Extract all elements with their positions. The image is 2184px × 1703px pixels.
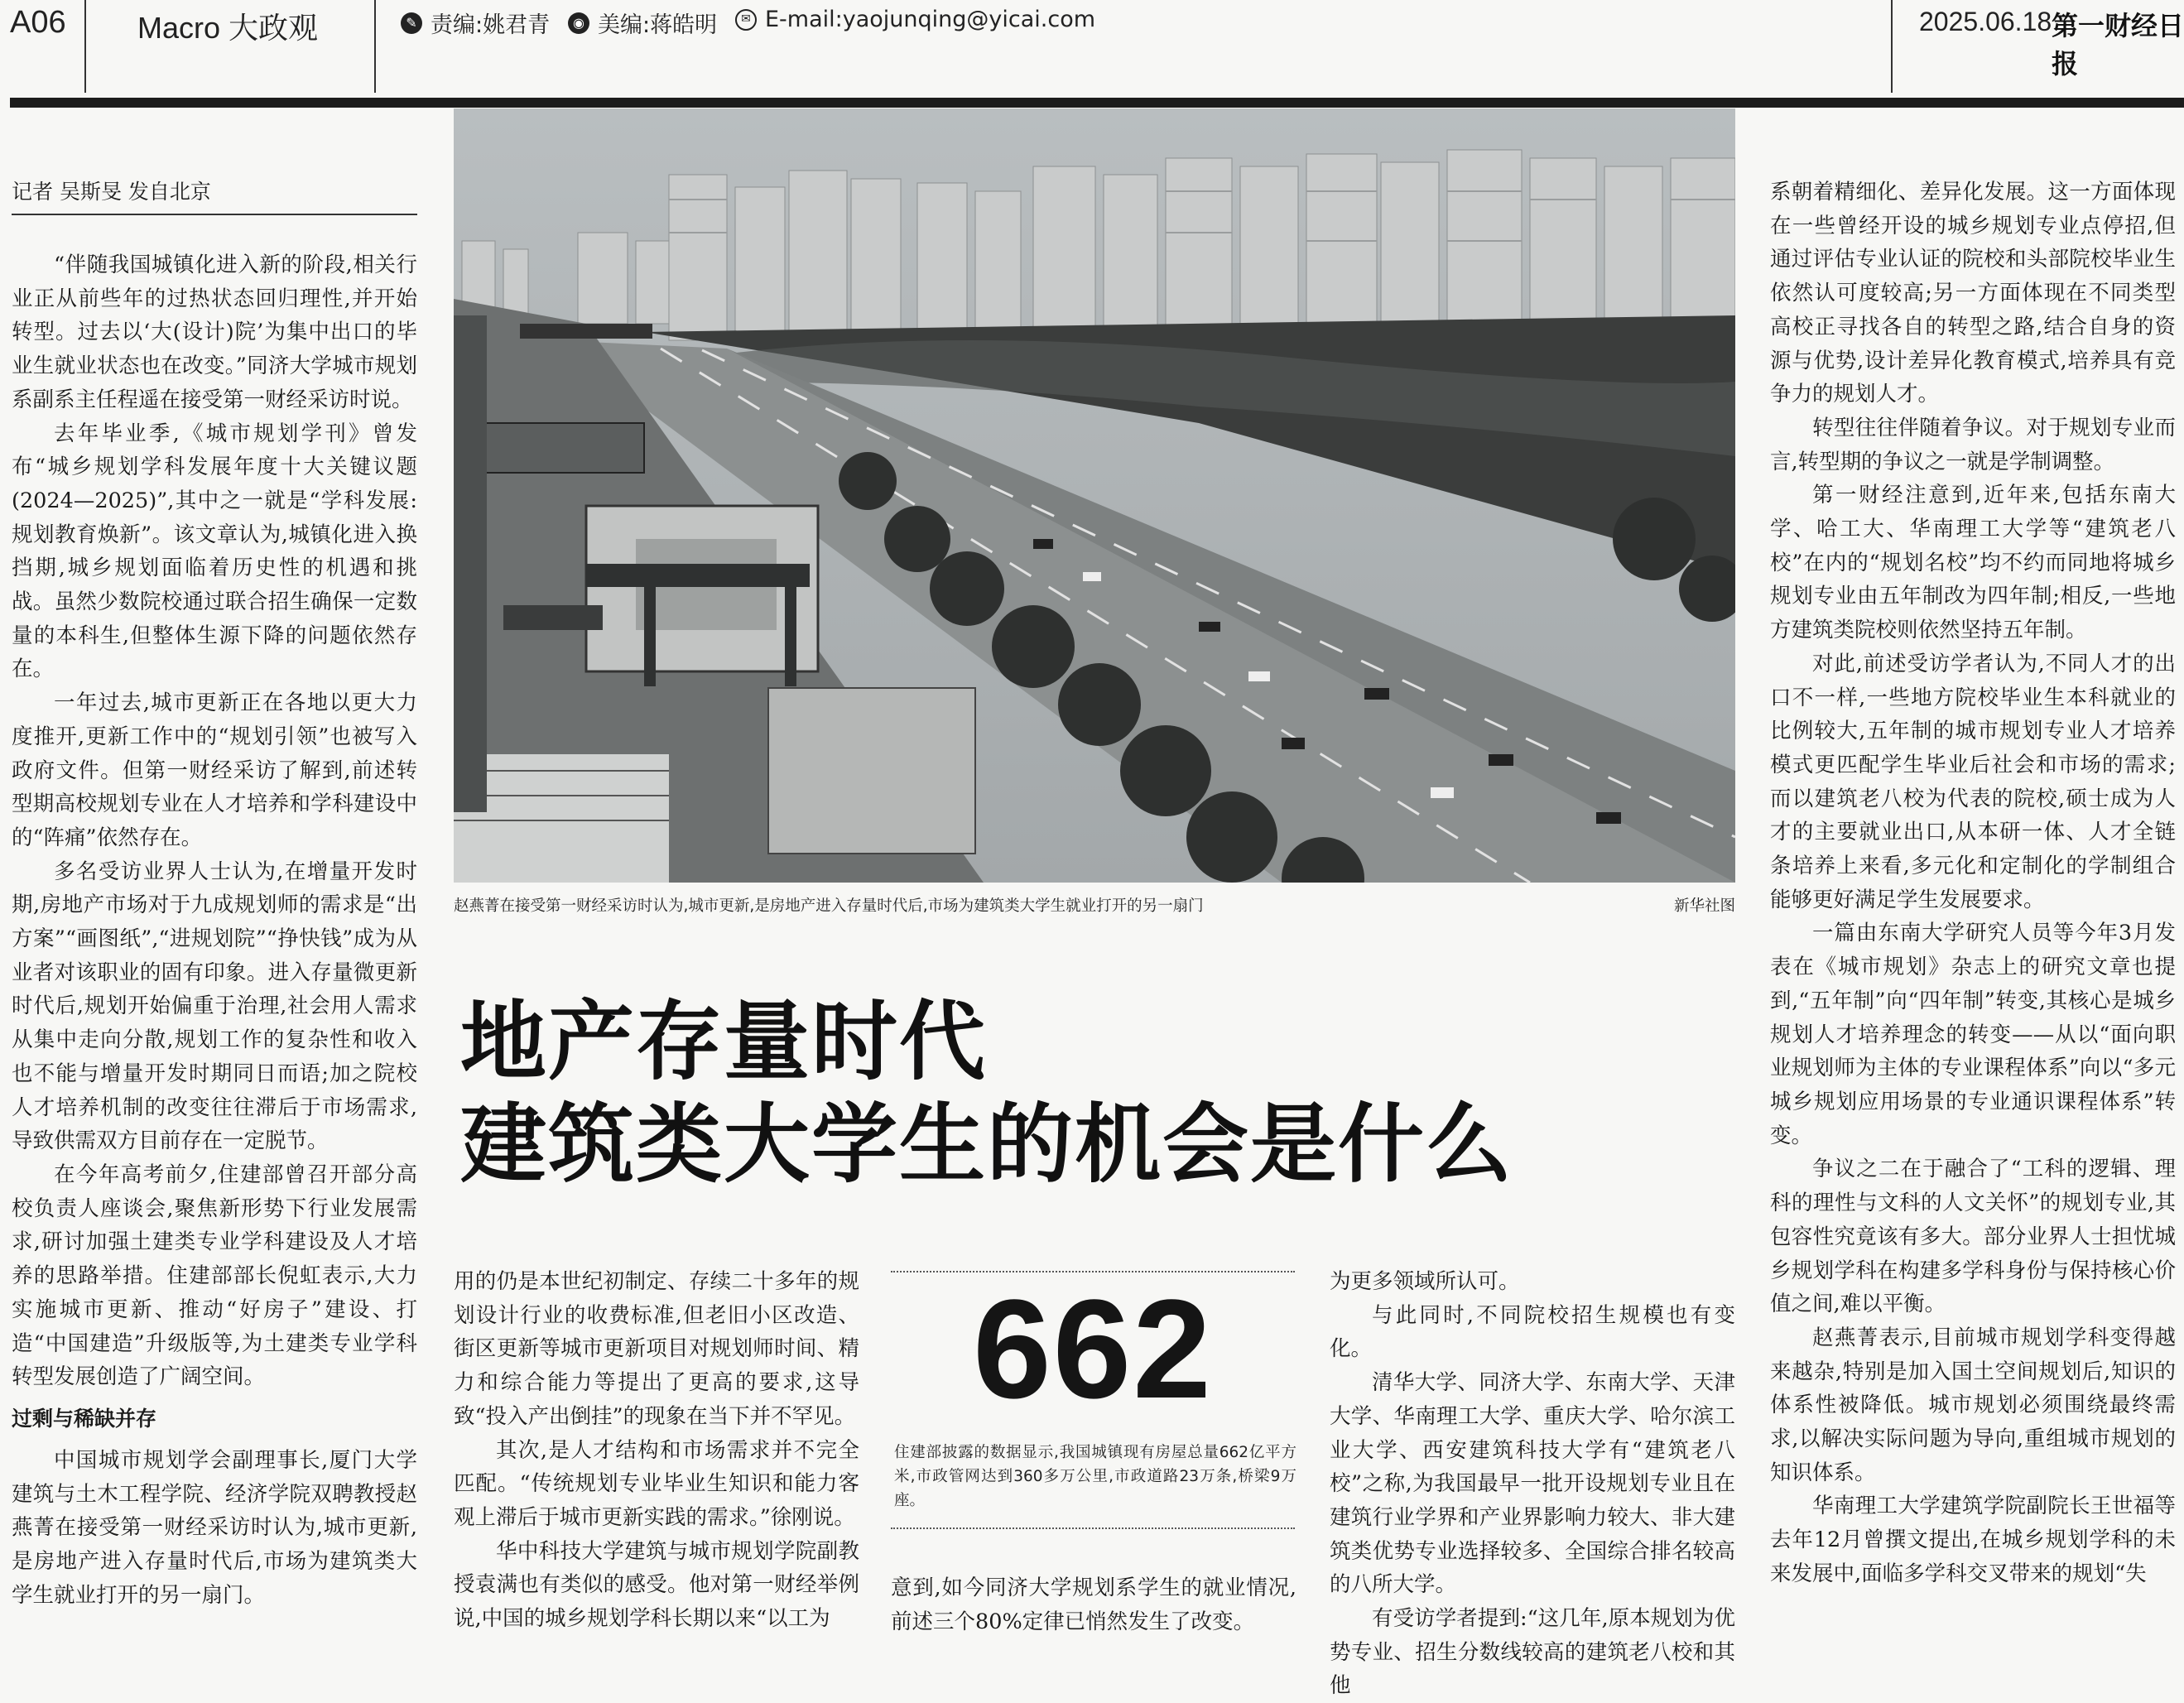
paragraph: 华中科技大学建筑与城市规划学院副教授袁满也有类似的感受。他对第一财经举例说,中国的城乡规划学科长期以来“以工为 xyxy=(454,1538,859,1632)
paragraph: 去年毕业季,《城市规划学刊》曾发布“城乡规划学科发展年度十大关键议题(2024—2025)”,其中之一就是“学科发展:规划教育焕新”。该文章认为,城镇化进入换挡期,城乡规划面临着历史性的机遇和挑战。虽然少数院校通过联合招生确保一定数量的本科生,但整体生源下降的问题依然存在。 xyxy=(12,421,417,682)
paragraph: 赵燕菁表示,目前城市规划学科变得越来越杂,特别是加入国土空间规划后,知识的体系性被降低。城市规划必须围绕最终需求,以解决实际问题为导向,重组城市规划的知识体系。 xyxy=(1770,1325,2176,1485)
header-rule xyxy=(10,98,2184,108)
header-divider xyxy=(374,0,376,93)
paragraph: 转型往往伴随着争议。对于规划专业而言,转型期的争议之一就是学制调整。 xyxy=(1770,415,2176,474)
byline: 记者 吴斯旻 发自北京 xyxy=(12,176,417,215)
pen-icon: ✎ xyxy=(401,12,422,34)
paragraph: 一年过去,城市更新正在各地以更大力度推开,更新工作中的“规划引领”也被写入政府文件。但第一财经采访了解到,前述转型期高校规划专业在人才培养和学科建设中的“阵痛”依然存在。 xyxy=(12,690,417,850)
mail-icon: ✉ xyxy=(735,9,757,31)
headline-line-1: 地产存量时代 xyxy=(460,991,988,1092)
editor-credit xyxy=(401,7,550,39)
paragraph: 华南理工大学建筑学院副院长王世福等去年12月曾撰文提出,在城乡规划学科的未来发展中,面临多学科交叉带来的规划“失 xyxy=(1770,1494,2176,1586)
stat-description: 住建部披露的数据显示,我国城镇现有房屋总量662亿平方米,市政管网达到360多万公里,市政道路23万条,桥梁9万座。 xyxy=(894,1444,1296,1509)
header-divider xyxy=(1891,0,1893,93)
paragraph: 第一财经注意到,近年来,包括东南大学、哈工大、华南理工大学等“建筑老八校”在内的“规划名校”均不约而同地将城乡规划专业由五年制改为四年制;相反,一些地方建筑类院校则依然坚持五年制。 xyxy=(1770,483,2176,643)
editor-label: 责编:姚君青 xyxy=(431,12,551,38)
paragraph: 其次,是人才结构和市场需求并不完全匹配。“传统规划专业毕业生知识和能力客观上滞后于城市更新实践的需求。”徐刚说。 xyxy=(454,1437,859,1530)
photo-caption: 赵燕菁在接受第一财经采访时认为,城市更新,是房地产进入存量时代后,市场为建筑类大学生就业打开的另一扇门 xyxy=(454,897,1204,915)
paragraph: 与此同时,不同院校招生规模也有变化。 xyxy=(1330,1302,1735,1362)
eye-icon: ◉ xyxy=(568,12,589,34)
paragraph: 一篇由东南大学研究人员等今年3月发表在《城市规划》杂志上的研究文章也提到,“五年制”向“四年制”转变,其核心是城乡规划人才培养理念的转变——从以“面向职业规划师为主体的专业课程体系”向以“多元城乡规划应用场景的专业通识课程体系”转变。 xyxy=(1770,921,2176,1148)
header-divider xyxy=(84,0,86,93)
paragraph: 系朝着精细化、差异化发展。这一方面体现在一些曾经开设的城乡规划专业点停招,但通过评估专业认证的院校和头部院校毕业生依然认可度较高;另一方面体现在不同类型高校正寻找各自的转型之路,结合自身的资源与优势,设计差异化教育模式,培养具有竞争力的规划人才。 xyxy=(1770,180,2176,407)
email-label: E-mail:yaojunqing@yicai.com xyxy=(765,7,1096,32)
article-column-1 xyxy=(12,248,417,1612)
page-number: A06 xyxy=(10,5,66,40)
paragraph: 在今年高考前夕,住建部曾召开部分高校负责人座谈会,聚焦新形势下行业发展需求,研讨加强土建类专业学科建设及人才培养的思路举措。住建部部长倪虹表示,大力实施城市更新、推动“好房子”建设、打造“中国建造”升级版等,为土建类专业学科转型发展创造了广阔空间。 xyxy=(12,1162,417,1390)
paragraph: 多名受访业界人士认为,在增量开发时期,房地产市场对于九成规划师的需求是“出方案”“画图纸”,“进规划院”“挣快钱”成为从业者对该职业的固有印象。进入存量微更新时代后,规划开始偏重于治理,社会用人需求从集中走向分散,规划工作的复杂性和收入也不能与增量开发时期同日而语;加之院校人才培养机制的改变往往滞后于市场需求,导致供需双方目前存在一定脱节。 xyxy=(12,859,417,1154)
city-aerial-image xyxy=(454,108,1735,883)
article-column-2 xyxy=(454,1265,859,1636)
designer-label: 美编:蒋皓明 xyxy=(598,12,718,38)
paragraph: 对此,前述受访学者认为,不同人才的出口不一样,一些地方院校毕业生本科就业的比例较大,五年制的城市规划专业人才培养模式更匹配学生毕业后社会和市场的需求;而以建筑老八校为代表的院校,硕士成为人才的主要就业出口,从本研一体、人才全链条培养上来看,多元化和定制化的学制组合能够更好满足学生发展要求。 xyxy=(1770,651,2176,912)
paragraph: 争议之二在于融合了“工科的逻辑、理科的理性与文科的人文关怀”的规划专业,其包容性究竟该有多大。部分业界人士担忧城乡规划学科在构建多学科身份与保持核心价值之间,难以平衡。 xyxy=(1770,1157,2176,1317)
issue-date: 2025.06.18 xyxy=(1919,7,2052,36)
paragraph: 清华大学、同济大学、东南大学、天津大学、华南理工大学、重庆大学、哈尔滨工业大学、西安建筑科技大学有“建筑老八校”之称,为我国最早一批开设规划专业且在建筑行业学界和产业界影响力较大、非大建筑类优势专业选择较多、全国综合排名较高的八所大学。 xyxy=(1330,1370,1735,1598)
paragraph: 用的仍是本世纪初制定、存续二十多年的规划设计行业的收费标准,但老旧小区改造、街区更新等城市更新项目对规划师时间、精力和综合能力等提出了更高的要求,这导致“投入产出倒挂”的现象在当下并不罕见。 xyxy=(454,1269,859,1429)
paragraph: 为更多领域所认可。 xyxy=(1330,1269,1520,1294)
stat-box-bottom-rule xyxy=(891,1527,1295,1529)
paragraph: 有受访学者提到:“这几年,原本规划为优势专业、招生分数线较高的建筑老八校和其他 xyxy=(1330,1606,1735,1699)
paragraph: “伴随我国城镇化进入新的阶段,相关行业正从前些年的过热状态回归理性,并开始转型。过去以‘大(设计)院’为集中出口的毕业生就业状态也在改变。”同济大学城市规划系副系主任程遥在接受第一财经采访时说。 xyxy=(12,253,417,412)
article-column-5 xyxy=(1770,176,2176,1591)
subheading: 过剩与稀缺并存 xyxy=(12,1406,157,1431)
photo-credit: 新华社图 xyxy=(1673,897,1735,915)
section-title: Macro 大政观 xyxy=(137,11,319,45)
stat-number: 662 xyxy=(973,1271,1213,1428)
designer-credit xyxy=(568,7,717,39)
paragraph: 中国城市规划学会副理事长,厦门大学建筑与土木工程学院、经济学院双聘教授赵燕菁在接受第一财经采访时认为,城市更新,是房地产进入存量时代后,市场为建筑类大学生就业打开的另一扇门。 xyxy=(12,1447,417,1608)
newspaper-name: 第一财经日报 xyxy=(2052,10,2184,79)
email-credit xyxy=(735,7,1095,32)
paragraph: 意到,如今同济大学规划系学生的就业情况,前述三个80%定律已悄然发生了改变。 xyxy=(891,1576,1296,1634)
news-photo xyxy=(454,108,1735,883)
headline-line-2: 建筑类大学生的机会是什么 xyxy=(460,1094,1514,1195)
article-column-3 xyxy=(891,1571,1296,1638)
